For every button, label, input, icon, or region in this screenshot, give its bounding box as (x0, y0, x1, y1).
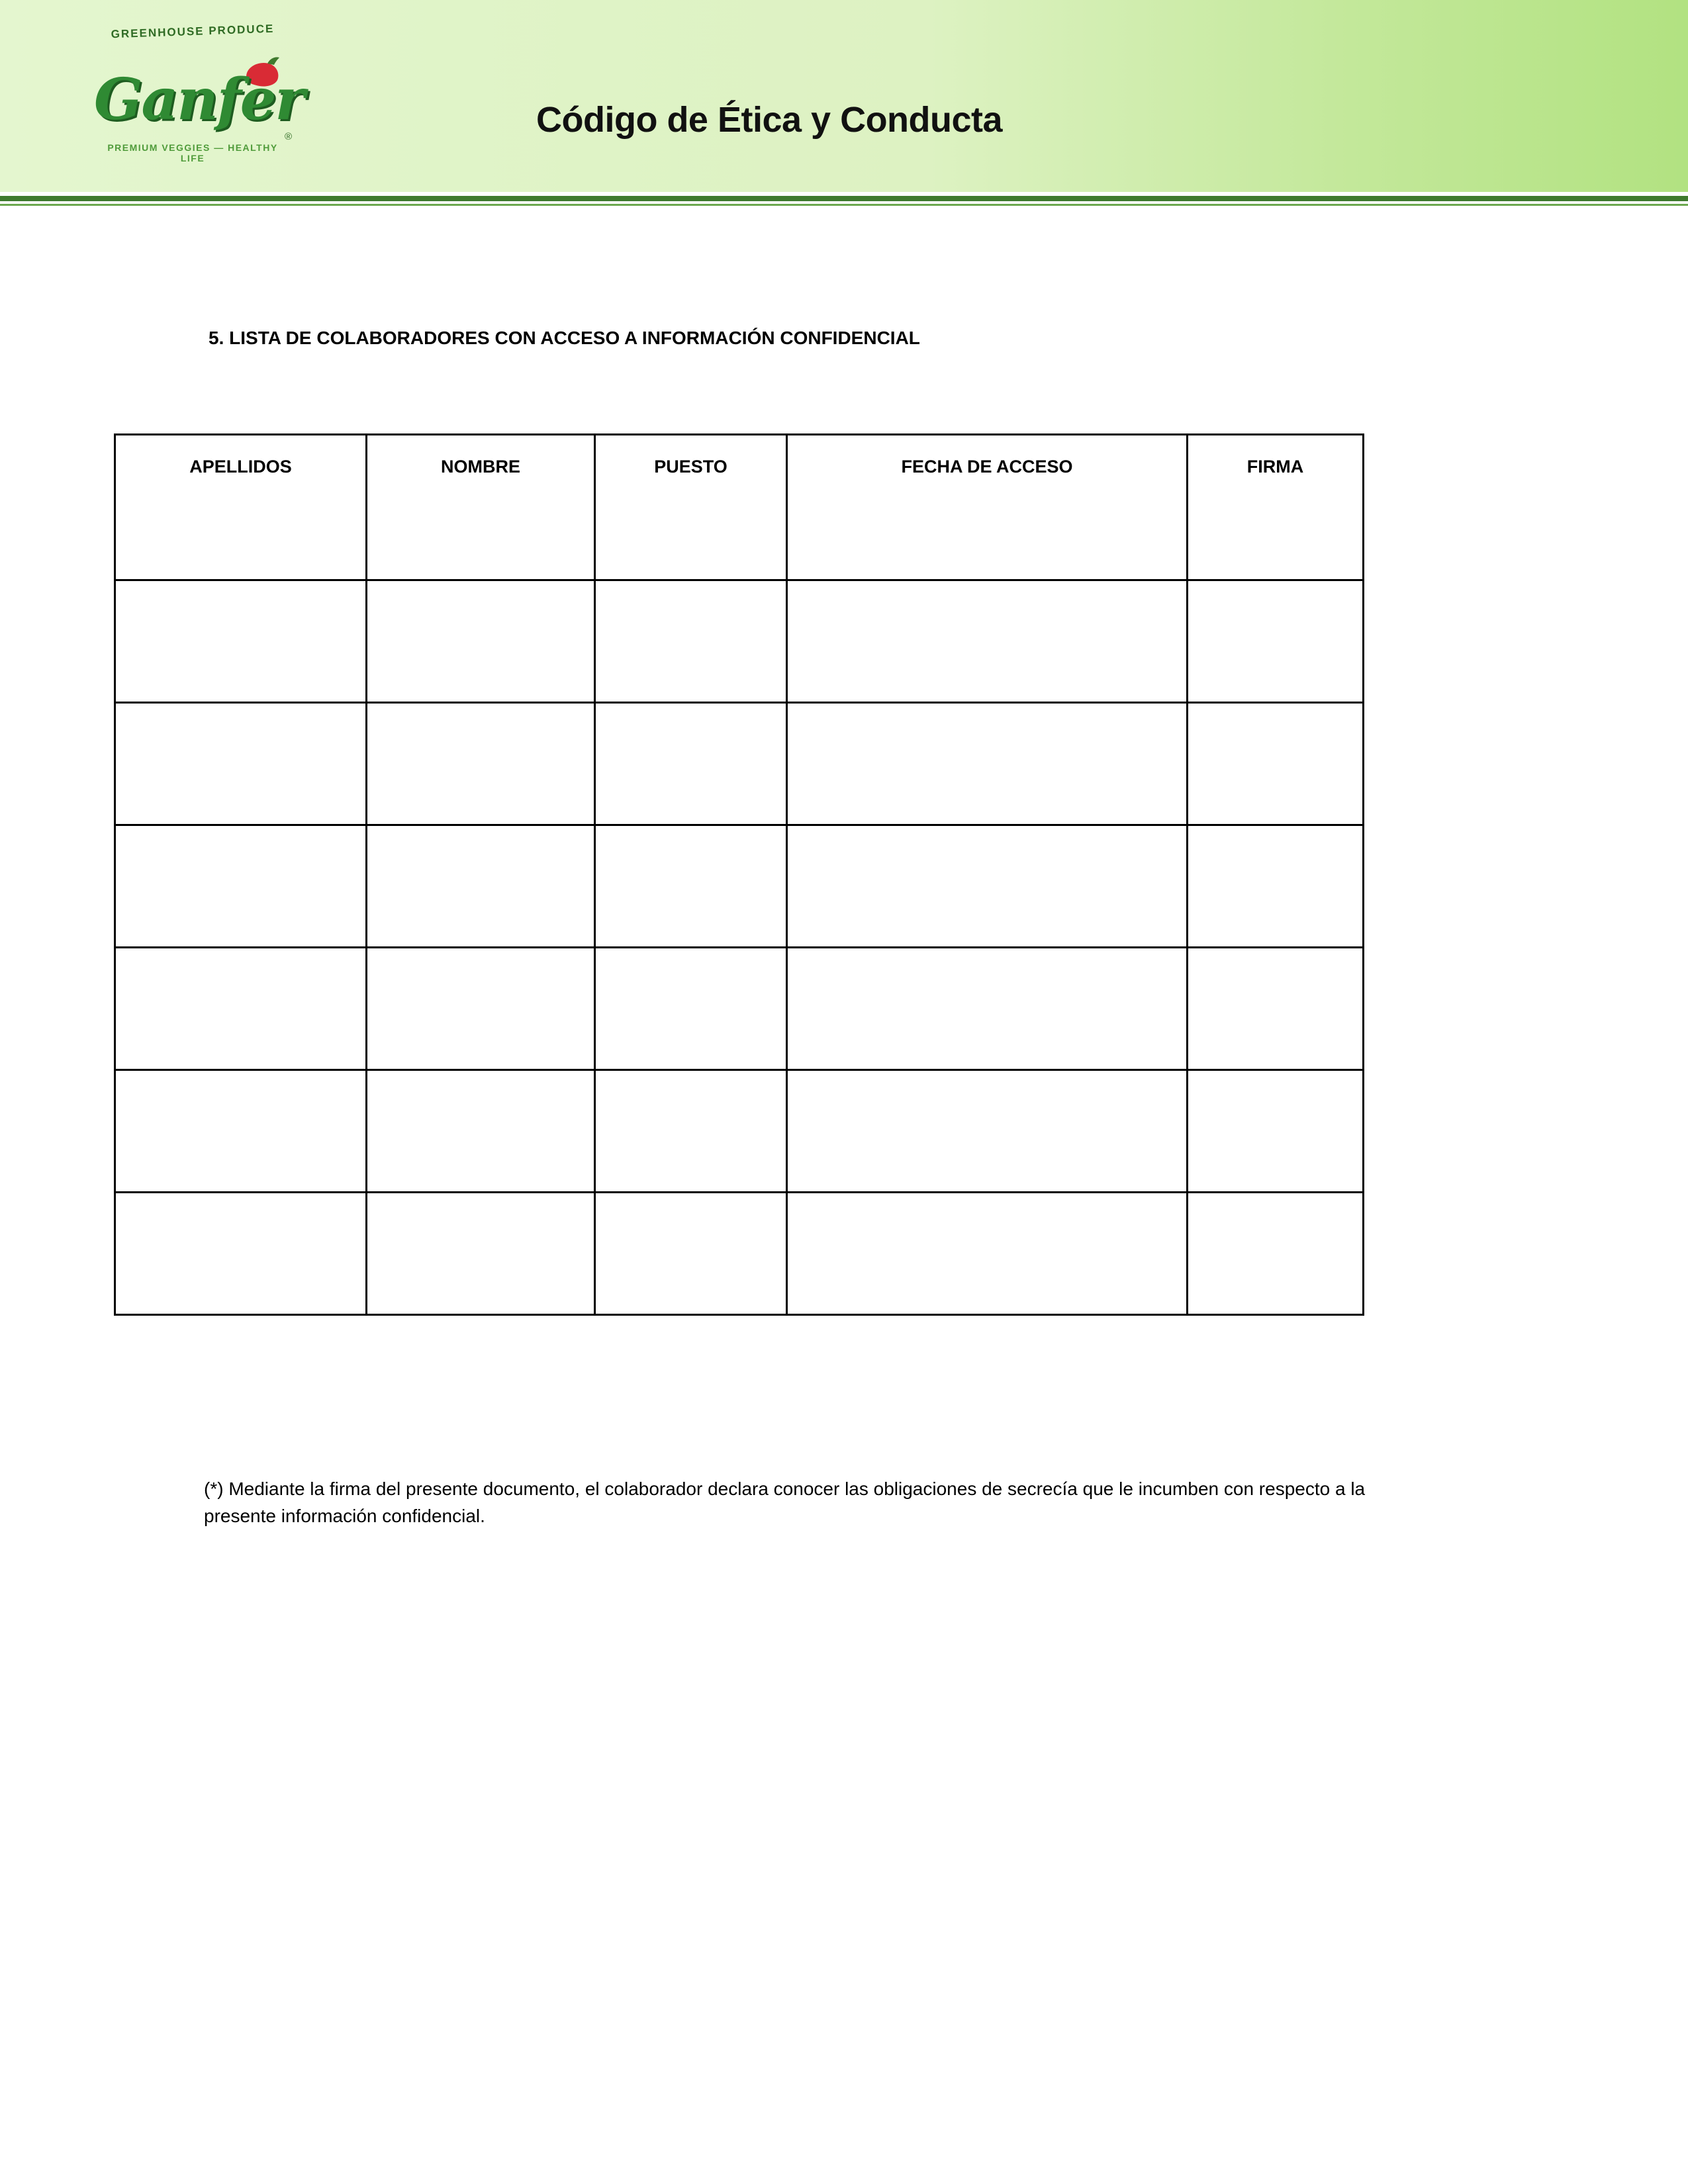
table-row (115, 1070, 1364, 1193)
logo-wordmark: Ganfer (94, 66, 304, 133)
cell-nombre[interactable] (367, 580, 595, 703)
logo-tagline-top: GREENHOUSE PRODUCE (111, 22, 275, 41)
header-divider-thick (0, 196, 1688, 201)
cell-nombre[interactable] (367, 1193, 595, 1315)
cell-fecha-de-acceso[interactable] (787, 948, 1188, 1070)
logo-tagline-bottom: PREMIUM VEGGIES — HEALTHY LIFE (107, 142, 278, 163)
footnote-text: (*) Mediante la firma del presente documento, el colaborador declara conocer las obligaciones de secrecía que le incumben con respecto a la presente información confidencial. (204, 1479, 1366, 1526)
confidential-access-table-wrapper (114, 433, 1362, 1316)
confidential-access-table (114, 433, 1364, 1316)
logo-registered-mark: ® (285, 131, 293, 142)
document-title: Código de Ética y Conducta (536, 100, 1003, 140)
column-header-firma: FIRMA (1188, 435, 1364, 580)
section-heading: 5. LISTA DE COLABORADORES CON ACCESO A INFORMACIÓN CONFIDENCIAL (209, 328, 920, 348)
column-header-puesto: PUESTO (595, 435, 787, 580)
cell-firma[interactable] (1188, 1193, 1364, 1315)
cell-fecha-de-acceso[interactable] (787, 580, 1188, 703)
cell-nombre[interactable] (367, 1070, 595, 1193)
cell-nombre[interactable] (367, 703, 595, 825)
cell-fecha-de-acceso[interactable] (787, 1070, 1188, 1193)
cell-firma[interactable] (1188, 1070, 1364, 1193)
cell-nombre[interactable] (367, 825, 595, 948)
table-row (115, 1193, 1364, 1315)
cell-fecha-de-acceso[interactable] (787, 703, 1188, 825)
cell-firma[interactable] (1188, 825, 1364, 948)
cell-apellidos[interactable] (115, 948, 367, 1070)
table-row (115, 825, 1364, 948)
cell-apellidos[interactable] (115, 580, 367, 703)
column-header-fecha-de-acceso: FECHA DE ACCESO (787, 435, 1188, 580)
company-logo (86, 20, 304, 179)
cell-puesto[interactable] (595, 703, 787, 825)
table-row (115, 580, 1364, 703)
cell-nombre[interactable] (367, 948, 595, 1070)
cell-apellidos[interactable] (115, 1070, 367, 1193)
cell-puesto[interactable] (595, 1193, 787, 1315)
table-header-row (115, 435, 1364, 580)
column-header-apellidos: APELLIDOS (115, 435, 367, 580)
cell-puesto[interactable] (595, 948, 787, 1070)
cell-firma[interactable] (1188, 580, 1364, 703)
cell-apellidos[interactable] (115, 825, 367, 948)
cell-puesto[interactable] (595, 1070, 787, 1193)
cell-puesto[interactable] (595, 580, 787, 703)
cell-apellidos[interactable] (115, 1193, 367, 1315)
table-row (115, 948, 1364, 1070)
cell-puesto[interactable] (595, 825, 787, 948)
cell-firma[interactable] (1188, 703, 1364, 825)
cell-apellidos[interactable] (115, 703, 367, 825)
column-header-nombre: NOMBRE (367, 435, 595, 580)
table-row (115, 703, 1364, 825)
cell-firma[interactable] (1188, 948, 1364, 1070)
cell-fecha-de-acceso[interactable] (787, 1193, 1188, 1315)
cell-fecha-de-acceso[interactable] (787, 825, 1188, 948)
header-divider-thin (0, 204, 1688, 206)
